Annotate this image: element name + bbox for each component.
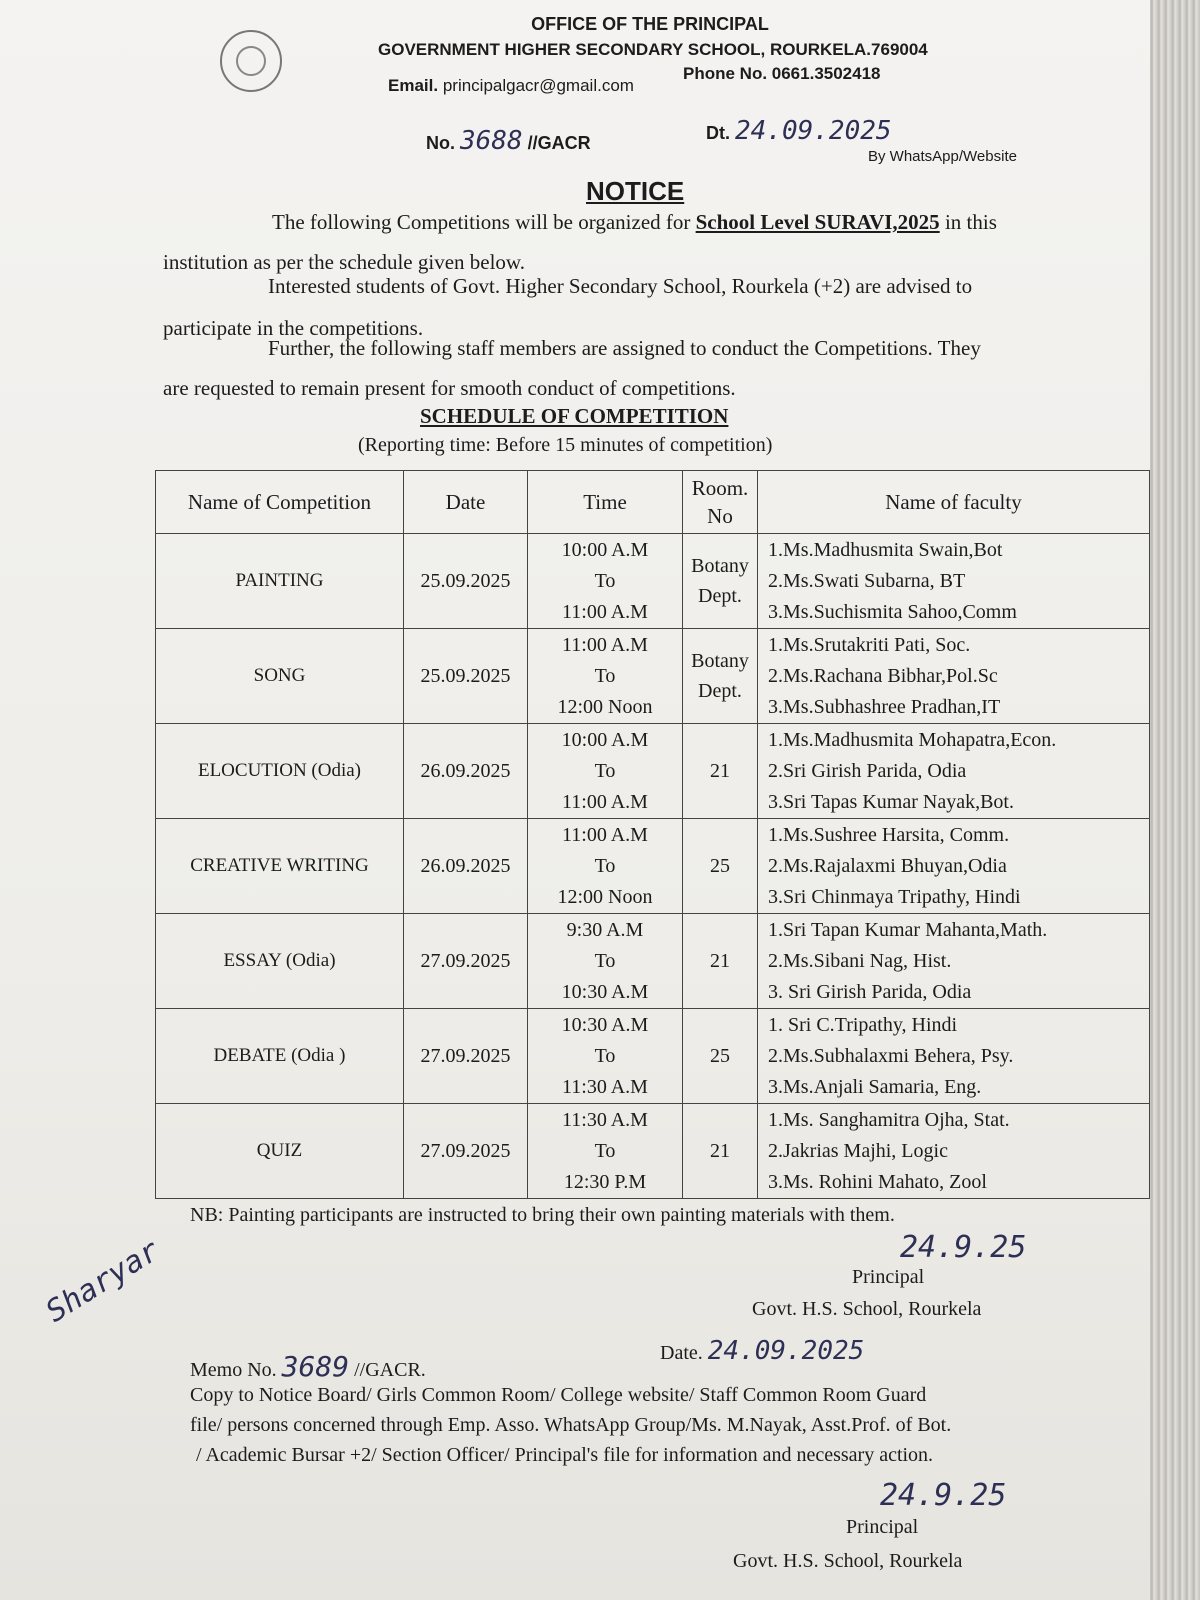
competition-date: 27.09.2025 [404,914,528,1009]
faculty-2: 2.Sri Girish Parida, Odia [768,759,967,782]
nb-note: NB: Painting participants are instructed to bring their own painting materials with them. [190,1204,895,1226]
principal-title-1: Principal [852,1266,925,1288]
time-to-word: To [594,949,616,972]
ref-no-value: 3688 [460,126,523,156]
competition-time [528,914,683,1009]
col-header-date: Date [404,471,528,534]
memo-date-label: Date. [660,1342,703,1364]
memo-copy-line1: Copy to Notice Board/ Girls Common Room/ College website/ Staff Common Room Guard [190,1384,927,1406]
email-line [388,76,634,96]
time-to-word: To [594,1139,616,1162]
time-to: 12:00 Noon [557,695,653,718]
ref-date [706,116,892,146]
faculty-1: 1.Sri Tapan Kumar Mahanta,Math. [768,918,1048,941]
principal-signature-2: 24.9.25 [880,1478,1007,1513]
table-row [156,724,1150,819]
faculty-2: 2.Ms.Swati Subarna, BT [768,569,966,592]
principal-school-2: Govt. H.S. School, Rourkela [733,1550,963,1572]
time-to: 11:00 A.M [562,790,648,813]
table-row [156,629,1150,724]
faculty-3: 3.Ms.Subhashree Pradhan,IT [768,695,1001,718]
room-number: Botany Dept. [683,534,758,629]
faculty-3: 3.Sri Tapas Kumar Nayak,Bot. [768,790,1014,813]
room-number: 21 [683,724,758,819]
event-name: School Level SURAVI,2025 [695,210,940,234]
memo-copy-line2: file/ persons concerned through Emp. Asso. WhatsApp Group/Ms. M.Nayak, Asst.Prof. of Bot. [190,1414,952,1436]
col-header-competition: Name of Competition [156,471,404,534]
competition-time [528,724,683,819]
faculty-1: 1.Ms. Sanghamitra Ojha, Stat. [768,1108,1010,1131]
margin-signature: Sharyar [40,1232,166,1330]
distribution-via: By WhatsApp/Website [868,148,1017,165]
competition-date: 25.09.2025 [404,534,528,629]
schedule-title: SCHEDULE OF COMPETITION [420,404,729,428]
email-label: Email. [388,76,439,95]
competition-name: DEBATE (Odia ) [156,1009,404,1104]
faculty-3: 3.Ms. Rohini Mahato, Zool [768,1170,987,1193]
para1-text-a: The following Competitions will be organized for [272,210,696,234]
competition-time [528,1009,683,1104]
memo-no-value: 3689 [281,1350,350,1383]
memo-date-value: 24.09.2025 [707,1336,865,1366]
principal-title-2: Principal [846,1516,919,1538]
schedule-table [155,470,1150,1199]
faculty-3: 3. Sri Girish Parida, Odia [768,980,972,1003]
faculty-1: 1.Ms.Sushree Harsita, Comm. [768,823,1010,846]
faculty-list [758,914,1150,1009]
principal-school-1: Govt. H.S. School, Rourkela [752,1298,982,1320]
faculty-1: 1. Sri C.Tripathy, Hindi [768,1013,958,1036]
competition-time [528,819,683,914]
faculty-2: 2.Jakrias Majhi, Logic [768,1139,948,1162]
table-row [156,914,1150,1009]
memo-no-label: Memo No. [190,1359,277,1381]
office-title: OFFICE OF THE PRINCIPAL [531,14,769,34]
time-to-word: To [594,664,616,687]
para1-text-c: in this [939,210,997,234]
faculty-3: 3.Ms.Anjali Samaria, Eng. [768,1075,982,1098]
time-from: 10:00 A.M [561,538,649,561]
memo-no-suffix: //GACR. [354,1359,426,1381]
time-to-word: To [594,759,616,782]
memo-number [190,1350,426,1383]
competition-date: 26.09.2025 [404,724,528,819]
competition-date: 25.09.2025 [404,629,528,724]
time-to: 11:00 A.M [562,600,648,623]
phone-line: Phone No. 0661.3502418 [683,64,881,83]
faculty-1: 1.Ms.Madhusmita Mohapatra,Econ. [768,728,1057,751]
table-row [156,1104,1150,1199]
table-header-row [156,471,1150,534]
time-from: 10:00 A.M [561,728,649,751]
faculty-list [758,1104,1150,1199]
competition-name: SONG [156,629,404,724]
notice-para2-line2: participate in the competitions. [163,316,424,340]
principal-signature-1: 24.9.25 [900,1230,1027,1265]
col-header-faculty: Name of faculty [758,471,1150,534]
competition-name: PAINTING [156,534,404,629]
time-to-word: To [594,569,616,592]
time-to-word: To [594,854,616,877]
faculty-2: 2.Ms.Subhalaxmi Behera, Psy. [768,1044,1014,1067]
time-to: 10:30 A.M [561,980,649,1003]
table-row [156,1009,1150,1104]
competition-name: ESSAY (Odia) [156,914,404,1009]
time-to: 11:30 A.M [562,1075,648,1098]
table-row [156,534,1150,629]
room-number: Botany Dept. [683,629,758,724]
competition-date: 27.09.2025 [404,1104,528,1199]
table-row [156,819,1150,914]
competition-date: 27.09.2025 [404,1009,528,1104]
competition-time [528,534,683,629]
faculty-2: 2.Ms.Rachana Bibhar,Pol.Sc [768,664,998,687]
notice-para2-line1: Interested students of Govt. Higher Secondary School, Rourkela (+2) are advised to [268,274,973,298]
notice-para1-line2: institution as per the schedule given below. [163,250,525,274]
ref-date-value: 24.09.2025 [735,116,892,146]
col-header-time: Time [528,471,683,534]
ref-date-label: Dt. [706,123,730,143]
notice-title: NOTICE [586,176,685,206]
notice-para3-line1: Further, the following staff members are assigned to conduct the Competitions. They [268,336,981,360]
time-to-word: To [594,1044,616,1067]
room-number: 21 [683,914,758,1009]
memo-date [660,1336,864,1366]
competition-name: QUIZ [156,1104,404,1199]
room-number: 21 [683,1104,758,1199]
reporting-time: (Reporting time: Before 15 minutes of competition) [358,434,773,456]
room-number: 25 [683,1009,758,1104]
faculty-3: 3.Sri Chinmaya Tripathy, Hindi [768,885,1021,908]
paper-stack-edge [1150,0,1200,1600]
time-from: 11:00 A.M [562,633,648,656]
faculty-1: 1.Ms.Srutakriti Pati, Soc. [768,633,971,656]
ref-number [426,126,591,156]
faculty-3: 3.Ms.Suchismita Sahoo,Comm [768,600,1017,623]
memo-copy-line3: / Academic Bursar +2/ Section Officer/ Principal's file for information and necessary action. [196,1444,934,1466]
time-from: 11:30 A.M [562,1108,648,1131]
faculty-2: 2.Ms.Sibani Nag, Hist. [768,949,952,972]
competition-time [528,629,683,724]
competition-date: 26.09.2025 [404,819,528,914]
room-number: 25 [683,819,758,914]
col-header-room: Room. No [683,471,758,534]
faculty-1: 1.Ms.Madhusmita Swain,Bot [768,538,1003,561]
notice-para1-line1 [272,208,997,236]
time-from: 11:00 A.M [562,823,648,846]
competition-name: ELOCUTION (Odia) [156,724,404,819]
faculty-2: 2.Ms.Rajalaxmi Bhuyan,Odia [768,854,1007,877]
faculty-list [758,724,1150,819]
ref-no-label: No. [426,133,455,153]
notice-para3-line2: are requested to remain present for smooth conduct of competitions. [163,376,736,400]
faculty-list [758,1009,1150,1104]
faculty-list [758,534,1150,629]
faculty-list [758,819,1150,914]
time-to: 12:30 P.M [563,1170,647,1193]
email-address: principalgacr@gmail.com [442,76,634,95]
competition-name: CREATIVE WRITING [156,819,404,914]
faculty-list [758,629,1150,724]
time-from: 9:30 A.M [566,918,644,941]
time-to: 12:00 Noon [557,885,653,908]
ref-no-suffix: //GACR [527,133,591,153]
competition-time [528,1104,683,1199]
school-name: GOVERNMENT HIGHER SECONDARY SCHOOL, ROURKELA.769004 [378,40,928,59]
time-from: 10:30 A.M [561,1013,649,1036]
school-emblem-seal [220,30,282,92]
